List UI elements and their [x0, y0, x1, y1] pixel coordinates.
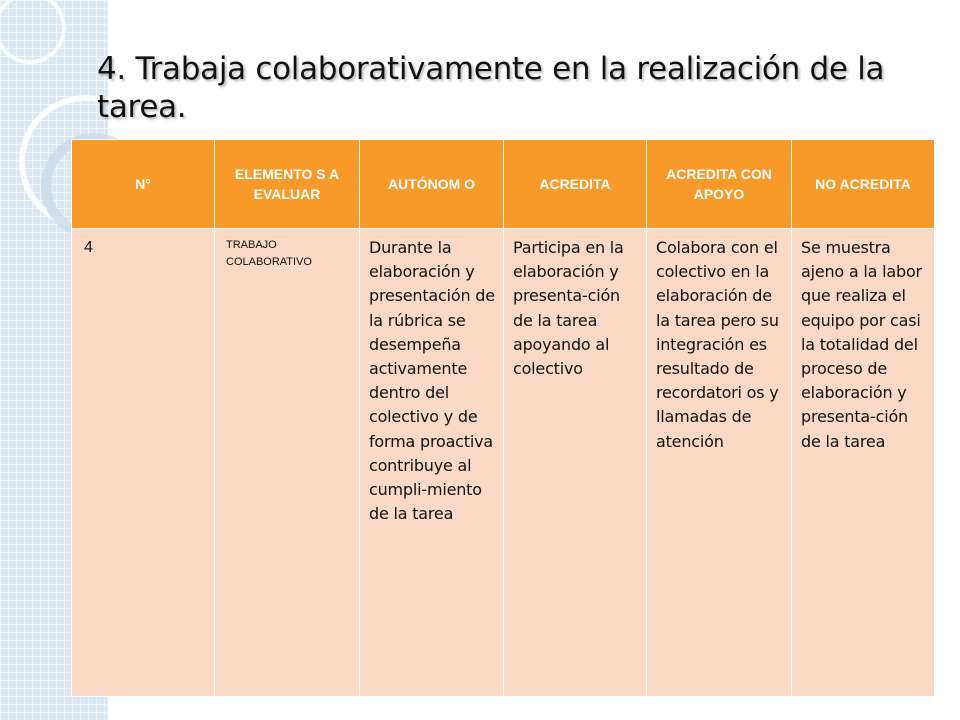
cell-number [72, 229, 215, 697]
cell-element-text: TRABAJO COLABORATIVO [226, 239, 312, 268]
cell-acredita-con-apoyo [647, 229, 792, 697]
header-autonomo: AUTÓNOM O [360, 140, 504, 229]
cell-number-text: 4 [84, 239, 93, 256]
cell-no-acredita-text: Se muestra ajeno a la labor que realiza el equipo por casi la totalidad del proceso de elaboración y presenta-ción de la tarea [801, 238, 922, 451]
header-acredita: ACREDITA [504, 140, 647, 229]
ring-top [0, 0, 64, 62]
cell-acredita-text: Participa en la elaboración y presenta-ción de la tarea apoyando al colectivo [513, 238, 624, 379]
table-row [72, 229, 935, 697]
header-number: N° [72, 140, 215, 229]
cell-autonomo-text: Durante la elaboración y presentación de la rúbrica se desempeña activamente dentro del colectivo y de forma proactiva contribuye al cumpli-miento de la tarea [369, 238, 495, 524]
cell-acredita [504, 229, 647, 697]
cell-autonomo [360, 229, 504, 697]
rubric-table [71, 139, 935, 697]
slide-title: 4. Trabaja colaborativamente en la realización de la tarea. [97, 51, 885, 125]
header-no-acredita: NO ACREDITA [792, 140, 935, 229]
header-row [72, 140, 935, 229]
header-element: ELEMENTO S A EVALUAR [215, 140, 360, 229]
cell-element [215, 229, 360, 697]
cell-acredita-con-apoyo-text: Colabora con el colectivo en la elaboración de la tarea pero su integración es resultado de recordatori os y llamadas de atención [656, 238, 779, 451]
header-acredita-con-apoyo: ACREDITA CON APOYO [647, 140, 792, 229]
cell-no-acredita [792, 229, 935, 697]
